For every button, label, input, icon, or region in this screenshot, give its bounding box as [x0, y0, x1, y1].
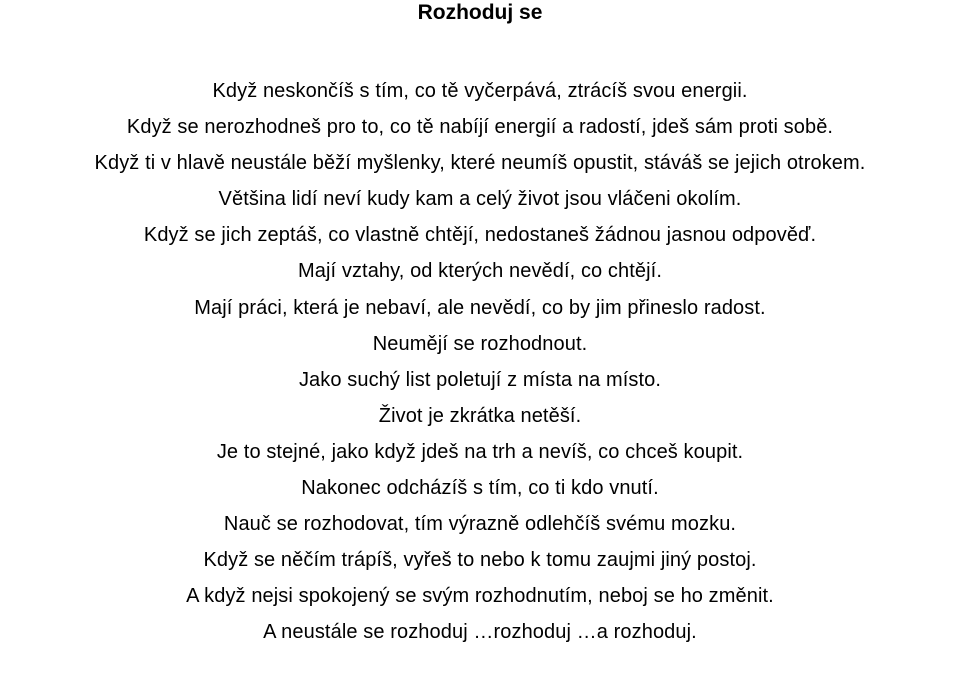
poem-body — [0, 73, 960, 651]
document-title: Rozhoduj se — [417, 1, 543, 24]
poem-line: Nakonec odcházíš s tím, co ti kdo vnutí. — [301, 477, 659, 500]
poem-line: Když neskončíš s tím, co tě vyčerpává, ztrácíš svou energii. — [212, 80, 748, 102]
poem-line: Když se jich zeptáš, co vlastně chtějí, nedostaneš žádnou jasnou odpověď. — [143, 224, 817, 247]
poem-line: Většina lidí neví kudy kam a celý život jsou vláčeni okolím. — [218, 188, 742, 211]
poem-line: Když se nerozhodneš pro to, co tě nabíjí energií a radostí, jdeš sám proti sobě. — [126, 116, 834, 139]
poem-line: Jako suchý list poletují z místa na místo. — [298, 368, 662, 391]
poem-line: Když ti v hlavě neustále běží myšlenky, které neumíš opustit, stáváš se jejich otrokem. — [94, 152, 866, 175]
poem-line: A neustále se rozhoduj …rozhoduj …a rozhoduj. — [263, 621, 697, 644]
poem-line: Nauč se rozhodovat, tím výrazně odlehčíš svému mozku. — [223, 513, 737, 536]
poem-line: A když nejsi spokojený se svým rozhodnutím, neboj se ho změnit. — [186, 585, 774, 608]
poem-line: Život je zkrátka netěší. — [378, 404, 582, 427]
poem-line: Je to stejné, jako když jdeš na trh a nevíš, co chceš koupit. — [216, 440, 744, 463]
poem-line: Mají práci, která je nebaví, ale nevědí, co by jim přineslo radost. — [194, 296, 766, 319]
poem-line: Neumějí se rozhodnout. — [372, 332, 588, 355]
poem-line: Mají vztahy, od kterých nevědí, co chtějí. — [298, 260, 662, 283]
poem-line: Když se něčím trápíš, vyřeš to nebo k tomu zaujmi jiný postoj. — [203, 549, 757, 572]
